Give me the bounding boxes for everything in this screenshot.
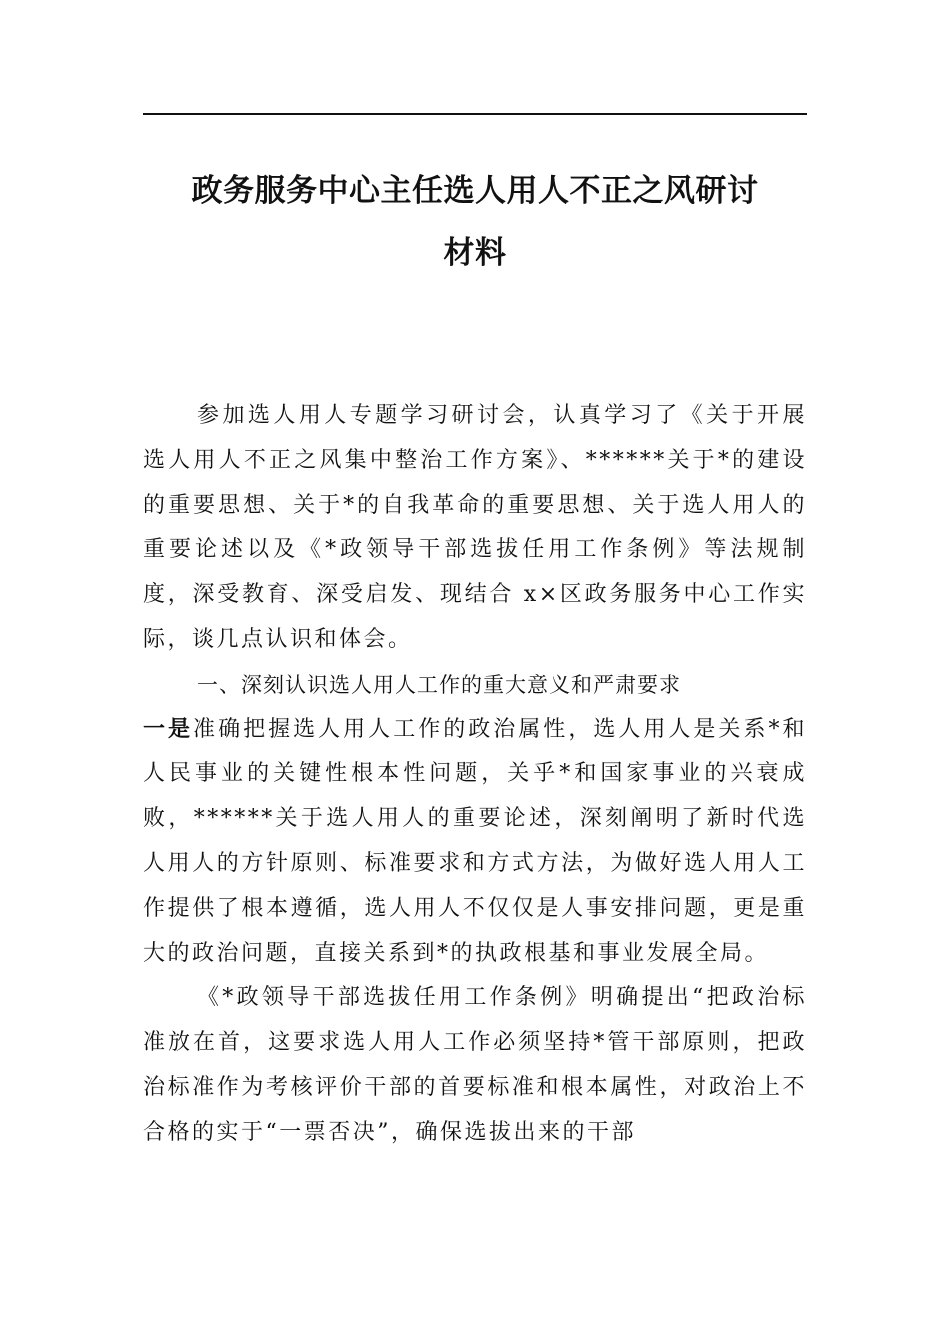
regulation-paragraph: 《*政领导干部选拔任用工作条例》明确提出“把政治标准放在首，这要求选人用人工作必须坚持*管干部原则，把政治标准作为考核评价干部的首要标准和根本属性，对政治上不合格的实于“一票否决”，确保选拔出来的干部 <box>143 985 807 1145</box>
title-line-2: 材料 <box>443 235 507 271</box>
point-1-text: 准确把握选人用人工作的政治属性，选人用人是关系*和人民事业的关键性根本性问题，关乎*和国家事业的兴衰成败，******关于选人用人的重要论述，深刻阐明了新时代选人用人的方针原则、标准要求和方式方法，为做好选人用人工作提供了根本遵循，选人用人不仅仅是人事安排问题，更是重大的政治问题，直接关系到*的执政根基和事业发展全局。 <box>143 716 807 966</box>
title-line-1: 政务服务中心主任选人用人不正之风研讨 <box>191 173 759 209</box>
point-1-lead: 一是 <box>143 716 194 742</box>
section-heading-1: 一、深刻认识选人用人工作的重大意义和严肃要求 <box>197 672 681 697</box>
intro-paragraph: 参加选人用人专题学习研讨会，认真学习了《关于开展选人用人不正之风集中整治工作方案》、******关于*的建设的重要思想、关于*的自我革命的重要思想、关于选人用人的重要论述以及《*政领导干部选拔任用工作条例》等法规制度，深受教育、深受启发、现结合 x×区政务服务中心工作实际，谈几点认识和体会。 <box>143 403 807 652</box>
document-body <box>143 394 807 1156</box>
header-rule <box>143 113 807 115</box>
document-title <box>143 160 807 284</box>
point-1-paragraph <box>143 708 807 977</box>
